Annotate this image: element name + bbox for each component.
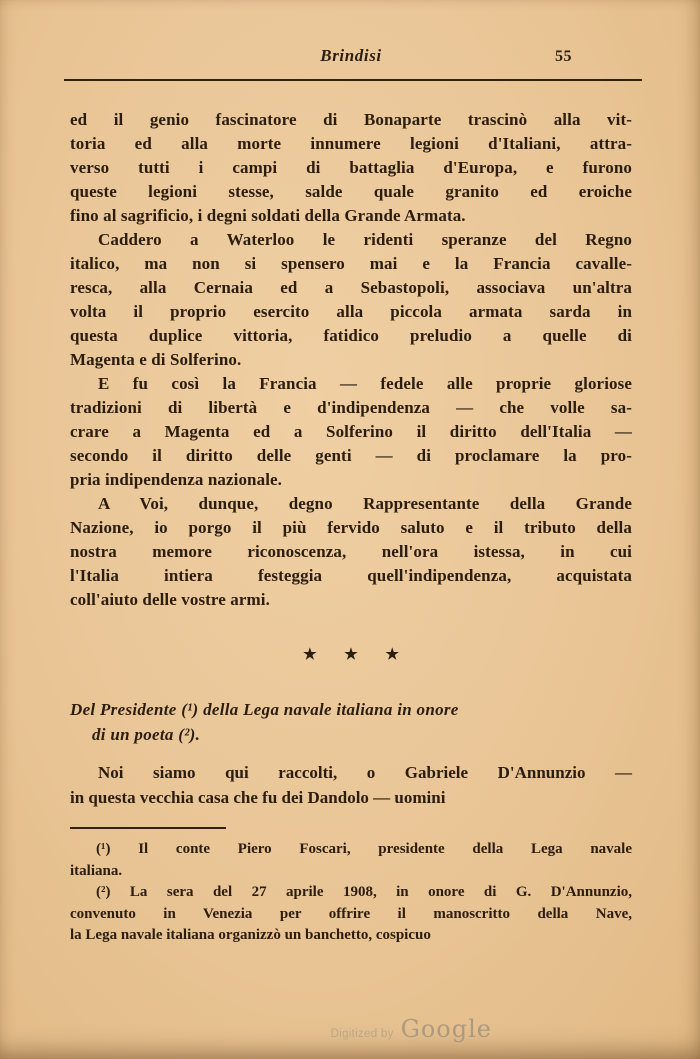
footnote-1 [70, 839, 632, 882]
text-line: questa duplice vittoria, fatidico preludio a quelle di [70, 326, 632, 345]
google-logo: Google [400, 1015, 492, 1043]
watermark [331, 1015, 492, 1043]
text-line: E fu così la Francia — fedele alle proprie gloriose [98, 374, 632, 393]
paragraph-5 [70, 760, 632, 810]
text-line: italico, ma non si spensero mai e la Francia cavalle- [70, 254, 632, 273]
text-line: crare a Magenta ed a Solferino il diritto dell'Italia — [70, 422, 632, 441]
header-title: Brindisi [320, 46, 382, 65]
text-line: secondo il diritto delle genti — di proclamare la pro- [70, 446, 632, 465]
section-heading [70, 697, 632, 747]
text-line: Del Presidente (¹) della Lega navale italiana in onore [70, 700, 459, 719]
text-line: resca, alla Cernaia ed a Sebastopoli, associava un'altra [70, 278, 632, 297]
footnote-rule [70, 827, 226, 829]
text-line: la Lega navale italiana organizzò un banchetto, cospicuo [70, 927, 431, 943]
paragraph-2 [70, 228, 632, 372]
text-line: (¹) Il conte Piero Foscari, presidente della Lega navale [96, 841, 632, 857]
text-line: A Voi, dunque, degno Rappresentante della Grande [98, 494, 632, 513]
text-line: ed il genio fascinatore di Bonaparte trascinò alla vit- [70, 110, 632, 129]
footnotes [70, 839, 632, 947]
text-line: tradizioni di libertà e d'indipendenza — che volle sa- [70, 398, 632, 417]
text-line: Magenta e di Solferino. [70, 350, 242, 369]
stars-divider: ★ ★ ★ [303, 647, 399, 663]
paragraph-1 [70, 108, 632, 228]
text-line: Noi siamo qui raccolti, o Gabriele D'Annunzio — [98, 763, 632, 782]
text-line: fino al sagrificio, i degni soldati della Grande Armata. [70, 206, 466, 225]
digitized-by-label: Digitized by [330, 1028, 394, 1040]
section-body [70, 760, 632, 810]
body-text [70, 108, 632, 612]
text-line: di un poeta (²). [92, 725, 201, 744]
text-line: toria ed alla morte innumere legioni d'Italiani, attra- [70, 134, 632, 153]
text-line: volta il proprio esercito alla piccola armata sarda in [70, 302, 632, 321]
text-line: coll'aiuto delle vostre armi. [70, 590, 270, 609]
text-line: (²) La sera del 27 aprile 1908, in onore di G. D'Annunzio, [96, 884, 632, 900]
page-number: 55 [555, 48, 572, 65]
text-line: queste legioni stesse, salde quale granito ed eroiche [70, 182, 632, 201]
text-line: convenuto in Venezia per offrire il manoscritto della Nave, [70, 905, 632, 922]
text-line: Nazione, io porgo il più fervido saluto e il tributo della [70, 518, 632, 537]
paragraph-4 [70, 492, 632, 612]
text-line: verso tutti i campi di battaglia d'Europa, e furono [70, 158, 632, 177]
paragraph-3 [70, 372, 632, 492]
header-rule [64, 79, 642, 81]
text-line: Caddero a Waterloo le ridenti speranze del Regno [98, 230, 632, 249]
text-line: l'Italia intiera festeggia quell'indipendenza, acquistata [70, 566, 632, 585]
text-line: italiana. [70, 862, 123, 879]
text-line: nostra memore riconoscenza, nell'ora istessa, in cui [70, 542, 632, 561]
text-line: pria indipendenza nazionale. [70, 470, 283, 489]
text-line: in questa vecchia casa che fu dei Dandolo — uomini [70, 788, 446, 807]
running-header [70, 46, 632, 70]
footnote-2 [70, 882, 632, 947]
